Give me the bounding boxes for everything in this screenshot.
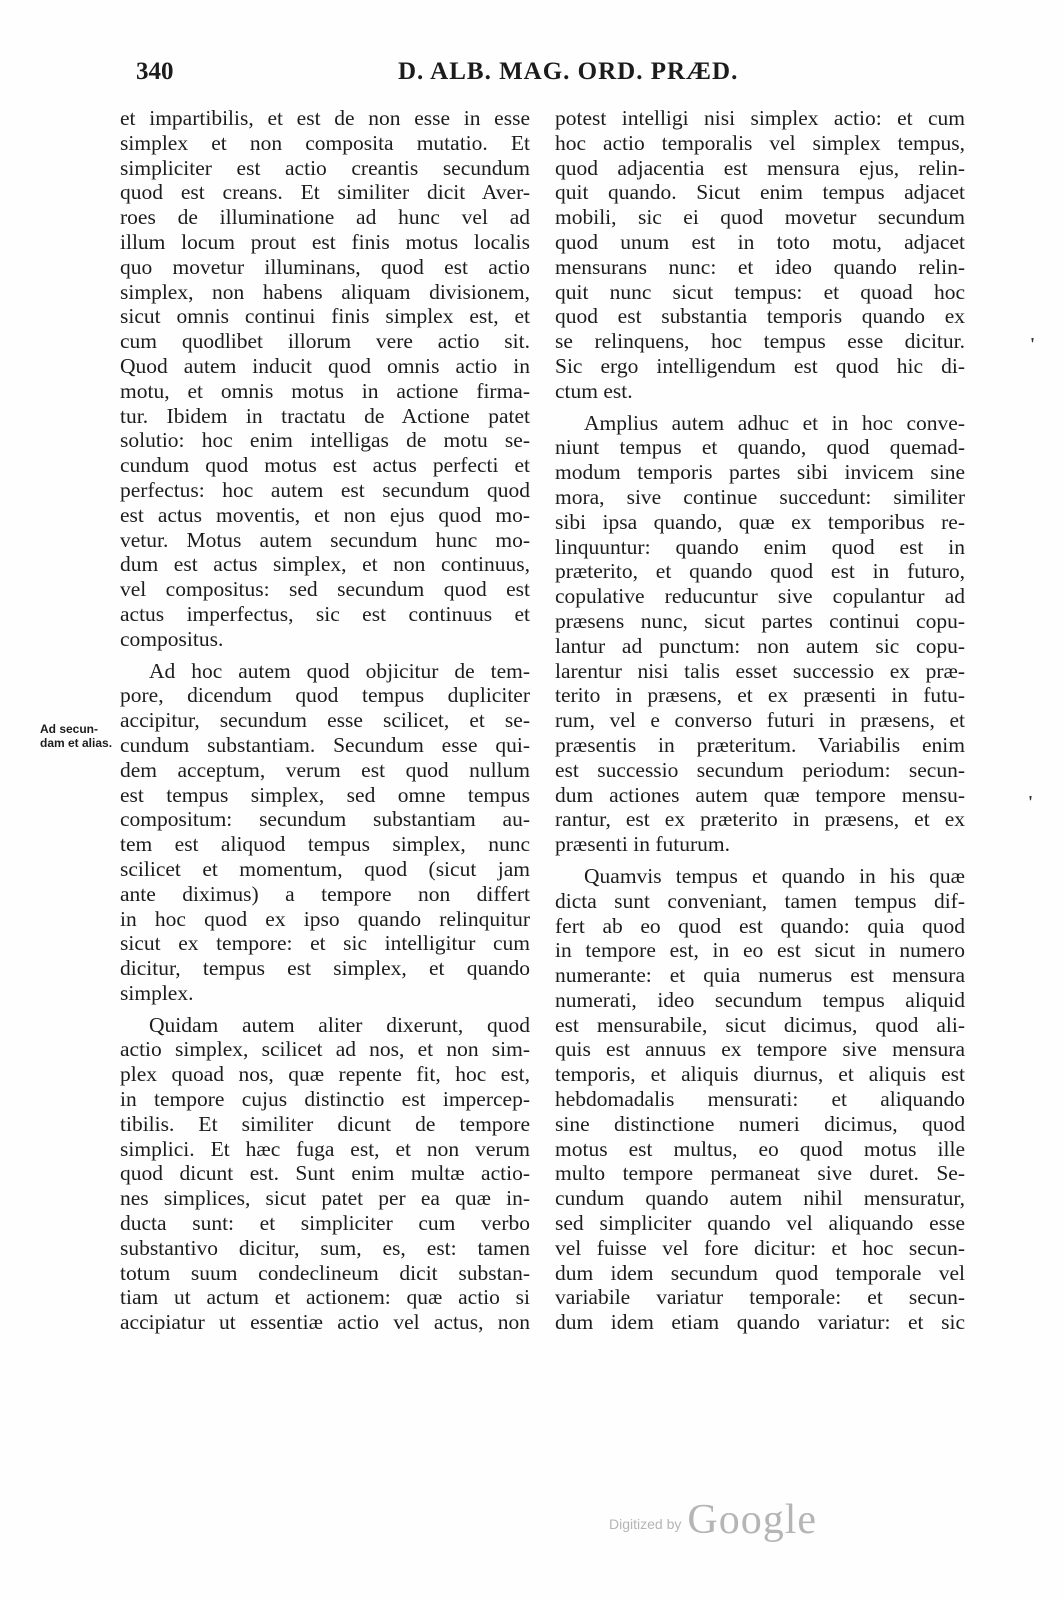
text-line: præsenti in futurum. <box>555 832 730 857</box>
text-line: ante diximus) a tempore non differt <box>120 881 530 906</box>
text-line: totum suum condeclineum dicit substan- <box>120 1260 530 1285</box>
text-line: sine distinctione numeri dicimus, quod <box>555 1111 965 1136</box>
text-line: dicta sunt conveniant, tamen tempus dif- <box>555 888 965 913</box>
text-line: Sic ergo intelligendum est quod hic di- <box>555 353 965 378</box>
text-line: est successio secundum periodum: secun- <box>555 757 965 782</box>
text-line: hoc actio temporalis vel simplex tempus, <box>555 130 965 155</box>
text-line: Ad hoc autem quod objicitur de tem- <box>149 658 530 683</box>
text-line: simplex, non habens aliquam divisionem, <box>120 279 530 304</box>
digitization-watermark <box>609 1496 817 1544</box>
text-line: simplex et non composita mutatio. Et <box>120 130 530 155</box>
text-line: præsens nunc, sicut partes continui copu- <box>555 608 965 633</box>
text-line: quo movetur illuminans, quod est actio <box>120 254 530 279</box>
text-line: motu, et omnis motus in actione firma- <box>120 378 530 403</box>
text-line: in hoc quod ex ipso quando relinquitur <box>120 906 530 931</box>
scan-artifact-mark: ' <box>1030 334 1036 354</box>
text-line: cum quodlibet illorum vere actio sit. <box>120 329 530 354</box>
text-line: dum idem etiam quando variatur: et sic <box>555 1310 965 1335</box>
text-line: præterito, et quando quod est in futuro, <box>555 559 965 584</box>
text-line: ctum est. <box>555 378 633 403</box>
text-line: se relinquens, hoc tempus esse dicitur. <box>555 329 965 354</box>
text-line: motus est multus, eo quod motus ille <box>555 1136 965 1161</box>
text-line: pore, dicendum quod tempus dupliciter <box>120 683 530 708</box>
text-line: simpliciter est actio creantis secundum <box>120 155 530 180</box>
scan-artifact-mark: ' <box>1028 792 1034 812</box>
text-line: præsentis in præteritum. Variabilis enim <box>555 732 965 757</box>
text-line: sicut ex tempore: et sic intelligitur cum <box>120 931 530 956</box>
margin-note-line: dam et alias. <box>40 736 113 750</box>
text-line: et impartibilis, et est de non esse in esse <box>120 106 530 130</box>
text-line: ducta sunt: et simpliciter cum verbo <box>120 1211 530 1236</box>
text-line: roes de illuminatione ad hunc vel ad <box>120 205 530 230</box>
text-line: quit nunc sicut tempus: et quoad hoc <box>555 279 965 304</box>
text-line: rum, vel e converso futuri in præsens, et <box>555 708 965 733</box>
watermark-prefix: Digitized by <box>609 1516 682 1532</box>
text-line: dum actiones autem quæ tempore mensu- <box>555 782 965 807</box>
text-line: numerati, ideo secundum tempus aliquid <box>555 987 965 1012</box>
text-line: nes simplices, sicut patet per ea quæ in- <box>120 1186 530 1211</box>
text-line: compositus. <box>120 626 224 651</box>
paragraph-gap <box>120 652 530 659</box>
text-line: quit quando. Sicut enim tempus adjacet <box>555 180 965 205</box>
text-line: variabile variatur temporale: et secun- <box>555 1285 965 1310</box>
text-line: cundum quando autem nihil mensuratur, <box>555 1186 965 1211</box>
margin-note-line: Ad secun- <box>40 722 99 736</box>
text-line: substantivo dicitur, sum, es, est: tamen <box>120 1235 530 1260</box>
paragraph-gap <box>120 1006 530 1013</box>
text-line: vel compositus: sed secundum quod est <box>120 577 530 602</box>
margin-note <box>40 722 112 750</box>
text-line: accipitur, secundum esse scilicet, et se- <box>120 708 530 733</box>
text-line: Quidam autem aliter dixerunt, quod <box>149 1012 530 1037</box>
text-line: simplici. Et hæc fuga est, et non verum <box>120 1136 530 1161</box>
text-line: dem acceptum, verum est quod nullum <box>120 757 530 782</box>
left-text-column <box>120 106 530 1335</box>
text-line: lantur ad punctum: non autem sic copu- <box>555 633 965 658</box>
text-line: terito in præsens, et ex præsenti in futu- <box>555 683 965 708</box>
text-line: copulative reducuntur sive copulantur ad <box>555 584 965 609</box>
text-line: tiam ut actum et actionem: quæ actio si <box>120 1285 530 1310</box>
text-line: in tempore cujus distinctio est impercep- <box>120 1087 530 1112</box>
text-line: compositum: secundum substantiam au- <box>120 807 530 832</box>
text-line: est tempus simplex, sed omne tempus <box>120 782 530 807</box>
text-line: multo tempore permaneat sive duret. Se- <box>555 1161 965 1186</box>
text-line: sicut omnis continui finis simplex est, et <box>120 304 530 329</box>
paragraph-gap <box>555 404 965 411</box>
text-line: quod adjacentia est mensura ejus, relin- <box>555 155 965 180</box>
text-line: quod unum est in toto motu, adjacet <box>555 229 965 254</box>
text-line: vetur. Motus autem secundum hunc mo- <box>120 527 530 552</box>
text-line: actus imperfectus, sic est continuus et <box>120 601 530 626</box>
text-line: hebdomadalis mensurati: et aliquando <box>555 1087 965 1112</box>
text-line: vel fuisse vel fore dicitur: et hoc secun- <box>555 1235 965 1260</box>
text-line: simplex. <box>120 980 194 1005</box>
text-line: sibi ipsa quando, quæ ex temporibus re- <box>555 509 965 534</box>
text-line: linquuntur: quando enim quod est in <box>555 534 965 559</box>
text-line: scilicet et momentum, quod (sicut jam <box>120 856 530 881</box>
text-line: cundum substantiam. Secundum esse qui- <box>120 732 530 757</box>
text-line: rantur, est ex præterito in præsens, et ex <box>555 807 965 832</box>
text-line: mobili, sic ei quod movetur secundum <box>555 205 965 230</box>
google-logo: Google <box>687 1497 818 1543</box>
text-line: dum idem secundum quod temporale vel <box>555 1260 965 1285</box>
text-line: quod est creans. Et similiter dicit Aver- <box>120 180 530 205</box>
text-line: niunt tempus et quando, quod quemad- <box>555 435 965 460</box>
text-line: in tempore est, in eo est sicut in numero <box>555 938 965 963</box>
text-line: modum temporis partes sibi invicem sine <box>555 460 965 485</box>
text-line: plex quoad nos, quæ repente fit, hoc est, <box>120 1062 530 1087</box>
text-line: temporis, et aliquis diurnus, et aliquis est <box>555 1062 965 1087</box>
text-line: mora, sive continue succedunt: similiter <box>555 484 965 509</box>
text-line: sed simpliciter quando vel aliquando esse <box>555 1211 965 1236</box>
text-line: illum locum prout est finis motus localis <box>120 229 530 254</box>
text-line: dicitur, tempus est simplex, et quando <box>120 956 530 981</box>
text-line: quod est substantia temporis quando ex <box>555 304 965 329</box>
paragraph-gap <box>555 857 965 864</box>
text-line: est actus moventis, et non ejus quod mo- <box>120 502 530 527</box>
text-line: perfectus: hoc autem est secundum quod <box>120 477 530 502</box>
text-line: cundum quod motus est actus perfecti et <box>120 453 530 478</box>
text-line: larentur nisi talis esset successio ex præ- <box>555 658 965 683</box>
text-line: Amplius autem adhuc et in hoc conve- <box>584 410 965 435</box>
text-line: potest intelligi nisi simplex actio: et cum <box>555 106 965 130</box>
text-line: Quamvis tempus et quando in his quæ <box>584 863 965 888</box>
right-text-column <box>555 106 965 1335</box>
text-line: tibilis. Et similiter dicunt de tempore <box>120 1111 530 1136</box>
text-line: numerante: et quia numerus est mensura <box>555 963 965 988</box>
running-header <box>0 58 1063 90</box>
text-line: mensurans nunc: et ideo quando relin- <box>555 254 965 279</box>
text-line: fert ab eo quod est quando: quia quod <box>555 913 965 938</box>
text-line: solutio: hoc enim intelligas de motu se- <box>120 428 530 453</box>
text-line: tem est aliquod tempus simplex, nunc <box>120 832 530 857</box>
text-line: accipiatur ut essentiæ actio vel actus, non <box>120 1310 530 1335</box>
text-line: dum est actus simplex, et non continuus, <box>120 552 530 577</box>
text-line: quod dicunt est. Sunt enim multæ actio- <box>120 1161 530 1186</box>
page-number: 340 <box>136 58 174 85</box>
text-line: actio simplex, scilicet ad nos, et non sim- <box>120 1037 530 1062</box>
text-line: est mensurabile, sicut dicimus, quod ali- <box>555 1012 965 1037</box>
text-line: Quod autem inducit quod omnis actio in <box>120 353 530 378</box>
text-line: quis est annuus ex tempore sive mensura <box>555 1037 965 1062</box>
text-line: tur. Ibidem in tractatu de Actione patet <box>120 403 530 428</box>
running-head-title: D. ALB. MAG. ORD. PRÆD. <box>398 58 739 85</box>
